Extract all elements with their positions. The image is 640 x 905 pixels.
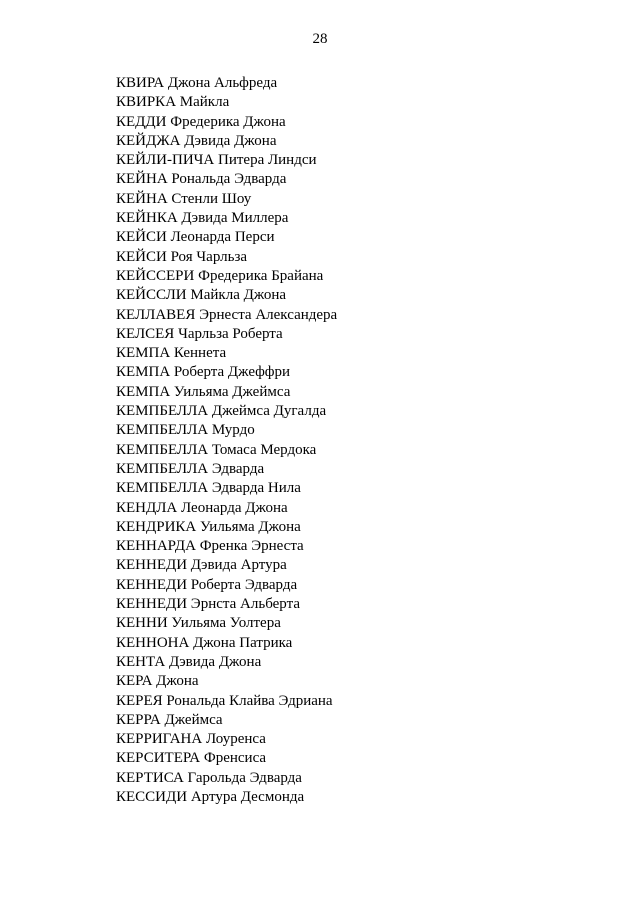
list-item: КВИРКА Майкла — [116, 94, 230, 111]
list-item: КЕЙЛИ-ПИЧА Питера Линдси — [116, 152, 317, 169]
list-item: КЕМПБЕЛЛА Эдварда Нила — [116, 480, 301, 497]
list-item: КЕЙССЕРИ Фредерика Брайана — [116, 267, 324, 284]
list-item: КЕЙНА Рональда Эдварда — [116, 171, 287, 188]
list-item: КЕРТИСА Гарольда Эдварда — [116, 769, 302, 786]
list-item: КЕРРИГАНА Лоуренса — [116, 731, 266, 748]
list-item: КЕРСИТЕРА Френсиса — [116, 750, 267, 767]
list-item: КЕЙСИ Роя Чарльза — [116, 248, 248, 265]
list-item: КЕНДРИКА Уильяма Джона — [116, 518, 301, 535]
list-item: КЕССИДИ Артура Десмонда — [116, 788, 305, 805]
page-number: 28 — [312, 31, 328, 47]
list-item: КЕННАРДА Френка Эрнеста — [116, 538, 304, 555]
list-item: КЕЙНА Стенли Шоу — [116, 190, 252, 207]
list-item: КЕЙССЛИ Майкла Джона — [116, 287, 287, 304]
list-item: КЕННЕДИ Роберта Эдварда — [116, 576, 298, 593]
list-item: КЕМПА Роберта Джеффри — [116, 364, 291, 381]
list-item: КВИРА Джона Альфреда — [116, 75, 278, 91]
list-item: КЕНТА Дэвида Джона — [116, 653, 262, 670]
name-list — [116, 74, 337, 807]
list-item: КЕМПБЕЛЛА Джеймса Дугалда — [116, 403, 327, 420]
list-item: КЕРЕЯ Рональда Клайва Эдриана — [116, 692, 333, 709]
list-item: КЕДДИ Фредерика Джона — [116, 113, 286, 130]
list-item: КЕЛСЕЯ Чарльза Роберта — [116, 325, 283, 342]
list-item: КЕЙДЖА Дэвида Джона — [116, 132, 277, 149]
list-item: КЕЙСИ Леонарда Перси — [116, 229, 275, 246]
list-item: КЕМПБЕЛЛА Мурдо — [116, 422, 255, 439]
list-item: КЕННИ Уильяма Уолтера — [116, 615, 281, 632]
list-item: КЕМПА Уильяма Джеймса — [116, 383, 291, 400]
list-item: КЕМПА Кеннета — [116, 345, 227, 362]
list-item: КЕЙНКА Дэвида Миллера — [116, 210, 289, 227]
list-item: КЕНДЛА Леонарда Джона — [116, 499, 288, 516]
list-item: КЕННЕДИ Дэвида Артура — [116, 557, 287, 574]
list-item: КЕМПБЕЛЛА Томаса Мердока — [116, 441, 317, 458]
list-item: КЕЛЛАВЕЯ Эрнеста Александера — [116, 306, 338, 323]
list-item: КЕННОНА Джона Патрика — [116, 634, 293, 651]
list-item: КЕМПБЕЛЛА Эдварда — [116, 460, 265, 477]
list-item: КЕРРА Джеймса — [116, 711, 223, 728]
list-item: КЕННЕДИ Эрнста Альберта — [116, 596, 300, 613]
list-item: КЕРА Джона — [116, 673, 199, 690]
